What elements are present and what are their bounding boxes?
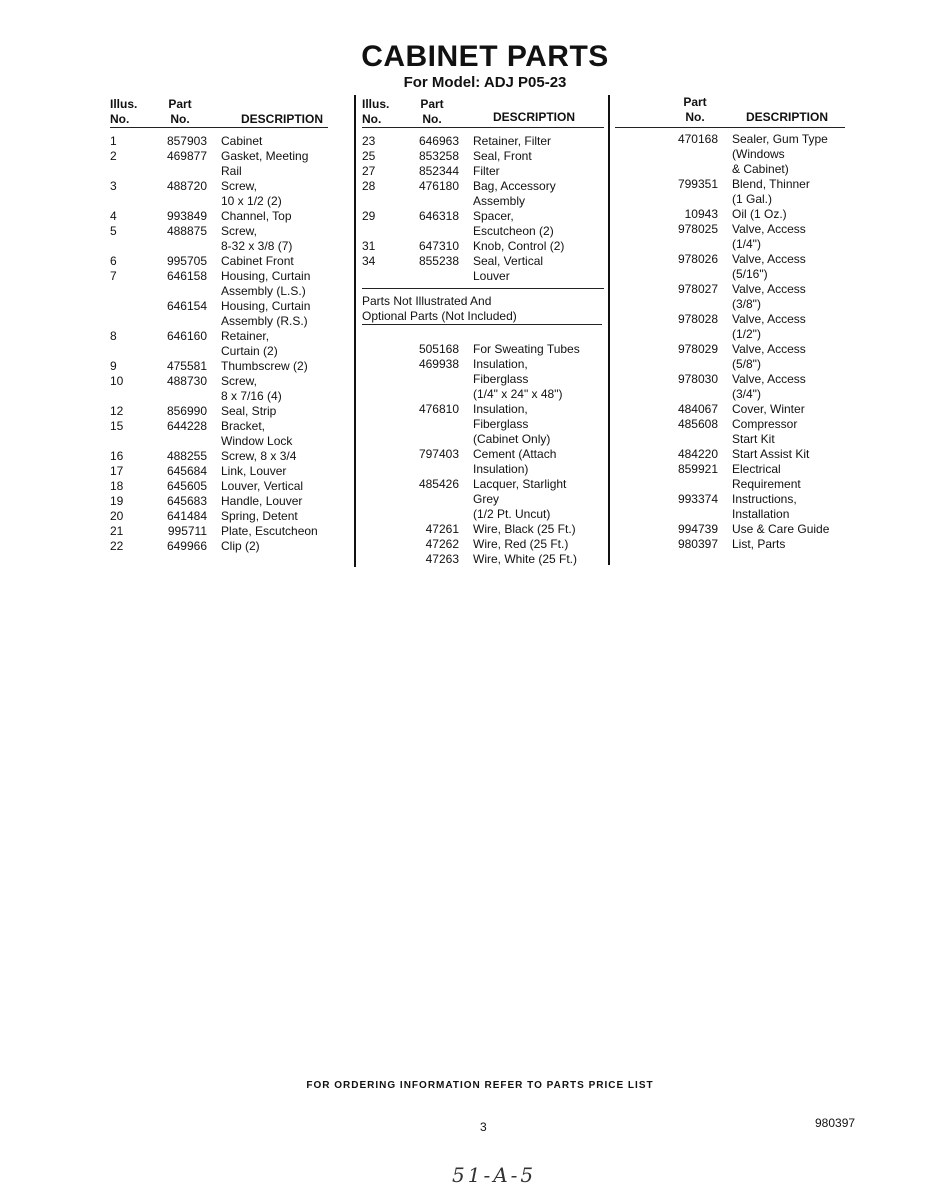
part-row	[110, 209, 328, 224]
illus-number: 1	[110, 134, 117, 148]
part-number: 853258	[418, 149, 459, 163]
part-number: 646963	[418, 134, 459, 148]
part-number: 856990	[166, 404, 207, 418]
illus-number: 8	[110, 329, 117, 343]
part-row	[362, 239, 604, 254]
part-description: Clip (2)	[221, 539, 260, 553]
note-line-1: Parts Not Illustrated And	[362, 294, 492, 308]
part-row	[615, 492, 845, 522]
illus-number: 28	[362, 179, 376, 193]
part-row	[615, 402, 845, 417]
part-number: 978030	[677, 372, 718, 386]
part-description: Screw, 8-32 x 3/8 (7)	[221, 224, 293, 253]
header-illus: Illus. No.	[110, 97, 138, 126]
part-row	[362, 342, 604, 357]
part-number: 797403	[418, 447, 459, 461]
part-row	[110, 479, 328, 494]
part-description: Retainer, Filter	[473, 134, 552, 148]
illus-number: 25	[362, 149, 376, 163]
part-row	[110, 524, 328, 539]
part-number: 993849	[166, 209, 207, 223]
part-number: 994739	[677, 522, 718, 536]
part-description: For Sweating Tubes	[473, 342, 580, 356]
part-description: Bag, Accessory Assembly	[473, 179, 556, 208]
part-number: 47263	[425, 552, 459, 566]
document-number: 980397	[815, 1116, 856, 1130]
part-description: Cover, Winter	[732, 402, 805, 416]
part-number: 852344	[418, 164, 459, 178]
part-row	[110, 134, 328, 149]
part-description: Wire, Red (25 Ft.)	[473, 537, 569, 551]
illus-number: 3	[110, 179, 117, 193]
illus-number: 6	[110, 254, 117, 268]
illus-number: 15	[110, 419, 124, 433]
part-description: Electrical Requirement	[732, 462, 801, 491]
part-description: Filter	[473, 164, 500, 178]
ordering-footer: FOR ORDERING INFORMATION REFER TO PARTS PRICE LIST	[306, 1080, 654, 1091]
part-row	[110, 269, 328, 299]
part-description: Sealer, Gum Type (Windows & Cabinet)	[732, 132, 828, 176]
illus-number: 21	[110, 524, 124, 538]
part-number: 641484	[166, 509, 207, 523]
part-row	[110, 254, 328, 269]
part-description: Insulation, Fiberglass (1/4" x 24" x 48")	[473, 357, 563, 401]
part-row	[362, 477, 604, 522]
part-row	[110, 509, 328, 524]
part-row	[615, 132, 845, 177]
illus-number: 17	[110, 464, 124, 478]
part-number: 995711	[167, 524, 207, 538]
part-description: Valve, Access (3/4")	[732, 372, 806, 401]
part-description: Link, Louver	[221, 464, 287, 478]
part-row	[615, 417, 845, 447]
part-row	[362, 179, 604, 209]
part-description: Oil (1 Oz.)	[732, 207, 787, 221]
part-number: 645684	[166, 464, 207, 478]
part-number: 646154	[166, 299, 207, 313]
part-number: 470168	[677, 132, 718, 146]
part-description: Instructions, Installation	[732, 492, 797, 521]
part-number: 488720	[166, 179, 207, 193]
part-description: Insulation, Fiberglass (Cabinet Only)	[473, 402, 551, 446]
part-number: 488255	[166, 449, 207, 463]
part-description: Bracket, Window Lock	[221, 419, 293, 448]
part-number: 485608	[677, 417, 718, 431]
illus-number: 20	[110, 509, 124, 523]
part-number: 476810	[418, 402, 459, 416]
page-number: 3	[480, 1120, 487, 1134]
part-number: 978029	[677, 342, 718, 356]
part-description: Seal, Front	[473, 149, 532, 163]
part-number: 857903	[166, 134, 207, 148]
part-number: 469938	[418, 357, 459, 371]
part-number: 484067	[677, 402, 718, 416]
header-description: DESCRIPTION	[746, 110, 829, 124]
part-row	[615, 207, 845, 222]
part-number: 646158	[166, 269, 207, 283]
part-row	[615, 447, 845, 462]
part-row	[362, 522, 604, 537]
illus-number: 4	[110, 209, 117, 223]
part-description: Valve, Access (1/2")	[732, 312, 806, 341]
part-description: Cement (Attach Insulation)	[473, 447, 557, 476]
part-description: Screw, 10 x 1/2 (2)	[221, 179, 282, 208]
part-description: Valve, Access (3/8")	[732, 282, 806, 311]
part-number: 488730	[166, 374, 207, 388]
part-number: 646160	[166, 329, 207, 343]
part-description: Plate, Escutcheon	[221, 524, 318, 538]
part-number: 47261	[425, 522, 459, 536]
part-row	[362, 552, 604, 567]
part-number: 485426	[418, 477, 459, 491]
part-description: Wire, White (25 Ft.)	[473, 552, 578, 566]
part-number: 47262	[425, 537, 459, 551]
part-row	[110, 224, 328, 254]
part-number: 476180	[418, 179, 459, 193]
column-divider	[354, 95, 356, 567]
illus-number: 29	[362, 209, 376, 223]
part-description: Spring, Detent	[221, 509, 298, 523]
column-header	[110, 95, 328, 128]
part-number: 995705	[166, 254, 207, 268]
header-part: Part No.	[420, 97, 444, 126]
column-header	[615, 95, 845, 128]
part-number: 855238	[418, 254, 459, 268]
part-number: 505168	[418, 342, 459, 356]
part-row	[615, 222, 845, 252]
part-number: 484220	[677, 447, 718, 461]
illus-number: 9	[110, 359, 117, 373]
part-description: Retainer, Curtain (2)	[221, 329, 278, 358]
part-description: Gasket, Meeting Rail	[221, 149, 309, 178]
part-description: Screw, 8 x 3/4	[221, 449, 297, 463]
part-row	[362, 402, 604, 447]
illus-number: 2	[110, 149, 117, 163]
part-row	[362, 357, 604, 402]
part-row	[110, 359, 328, 374]
part-description: Cabinet	[221, 134, 263, 148]
part-description: List, Parts	[732, 537, 786, 551]
part-description: Compressor Start Kit	[732, 417, 798, 446]
illus-number: 34	[362, 254, 376, 268]
note-line-2: Optional Parts (Not Included)	[362, 309, 602, 325]
illus-number: 16	[110, 449, 124, 463]
part-description: Spacer, Escutcheon (2)	[473, 209, 554, 238]
part-number: 978026	[677, 252, 718, 266]
part-row	[615, 462, 845, 492]
page-title: CABINET PARTS	[361, 40, 609, 73]
part-description: Start Assist Kit	[732, 447, 810, 461]
illus-number: 27	[362, 164, 376, 178]
part-row	[362, 447, 604, 477]
part-description: Channel, Top	[221, 209, 292, 223]
part-description: Thumbscrew (2)	[221, 359, 308, 373]
part-row	[615, 537, 845, 552]
part-number: 859921	[677, 462, 718, 476]
part-row	[615, 312, 845, 342]
part-row	[110, 539, 328, 554]
part-row	[362, 134, 604, 149]
part-description: Knob, Control (2)	[473, 239, 565, 253]
part-number: 799351	[677, 177, 718, 191]
part-number: 645605	[166, 479, 207, 493]
part-row	[615, 342, 845, 372]
header-description: DESCRIPTION	[241, 112, 324, 126]
part-row	[615, 282, 845, 312]
header-part: Part No.	[683, 95, 707, 124]
illus-number: 10	[110, 374, 124, 388]
part-row	[110, 464, 328, 479]
part-row	[362, 254, 604, 284]
part-description: Screw, 8 x 7/16 (4)	[221, 374, 282, 403]
parts-column-2	[362, 95, 604, 567]
part-row	[110, 404, 328, 419]
part-row	[110, 494, 328, 509]
part-description: Housing, Curtain Assembly (R.S.)	[221, 299, 311, 328]
part-number: 10943	[684, 207, 718, 221]
part-number: 978028	[677, 312, 718, 326]
part-number: 993374	[677, 492, 718, 506]
header-part: Part No.	[168, 97, 192, 126]
illus-number: 31	[362, 239, 376, 253]
part-row	[110, 299, 328, 329]
part-row	[362, 164, 604, 179]
part-number: 645683	[166, 494, 207, 508]
part-row	[615, 522, 845, 537]
part-number: 644228	[166, 419, 207, 433]
part-row	[110, 149, 328, 179]
part-number: 978025	[677, 222, 718, 236]
illus-number: 18	[110, 479, 124, 493]
part-description: Seal, Strip	[221, 404, 277, 418]
header-description: DESCRIPTION	[493, 110, 576, 124]
illus-number: 23	[362, 134, 376, 148]
illus-number: 19	[110, 494, 124, 508]
part-description: Valve, Access (1/4")	[732, 222, 806, 251]
part-description: Cabinet Front	[221, 254, 294, 268]
illus-number: 5	[110, 224, 117, 238]
parts-column-3	[615, 95, 845, 552]
column-divider	[608, 95, 610, 565]
part-row	[110, 329, 328, 359]
part-description: Housing, Curtain Assembly (L.S.)	[221, 269, 311, 298]
illus-number: 12	[110, 404, 124, 418]
column-header	[362, 95, 604, 128]
part-description: Valve, Access (5/8")	[732, 342, 806, 371]
part-description: Handle, Louver	[221, 494, 303, 508]
not-illustrated-note	[362, 288, 604, 325]
part-description: Seal, Vertical Louver	[473, 254, 544, 283]
part-row	[110, 179, 328, 209]
illus-number: 7	[110, 269, 117, 283]
model-subtitle: For Model: ADJ P05-23	[403, 74, 567, 91]
part-number: 978027	[677, 282, 718, 296]
part-row	[615, 372, 845, 402]
part-row	[110, 419, 328, 449]
header-illus: Illus. No.	[362, 97, 390, 126]
part-number: 649966	[166, 539, 207, 553]
part-row	[110, 449, 328, 464]
handwritten-note: 51-A-5	[452, 1163, 537, 1187]
part-number: 469877	[166, 149, 207, 163]
illus-number: 22	[110, 539, 124, 553]
part-number: 475581	[166, 359, 207, 373]
part-description: Louver, Vertical	[221, 479, 304, 493]
part-description: Valve, Access (5/16")	[732, 252, 806, 281]
illus-number	[110, 299, 159, 329]
part-number: 647310	[418, 239, 459, 253]
part-description: Wire, Black (25 Ft.)	[473, 522, 576, 536]
part-description: Use & Care Guide	[732, 522, 830, 536]
part-row	[362, 209, 604, 239]
part-row	[615, 177, 845, 207]
part-row	[362, 537, 604, 552]
part-row	[110, 374, 328, 404]
part-description: Lacquer, Starlight Grey (1/2 Pt. Uncut)	[473, 477, 567, 521]
part-row	[615, 252, 845, 282]
part-row	[362, 149, 604, 164]
part-description: Blend, Thinner (1 Gal.)	[732, 177, 810, 206]
part-number: 646318	[418, 209, 459, 223]
part-number: 488875	[166, 224, 207, 238]
parts-column-1	[110, 95, 328, 554]
part-number: 980397	[677, 537, 718, 551]
